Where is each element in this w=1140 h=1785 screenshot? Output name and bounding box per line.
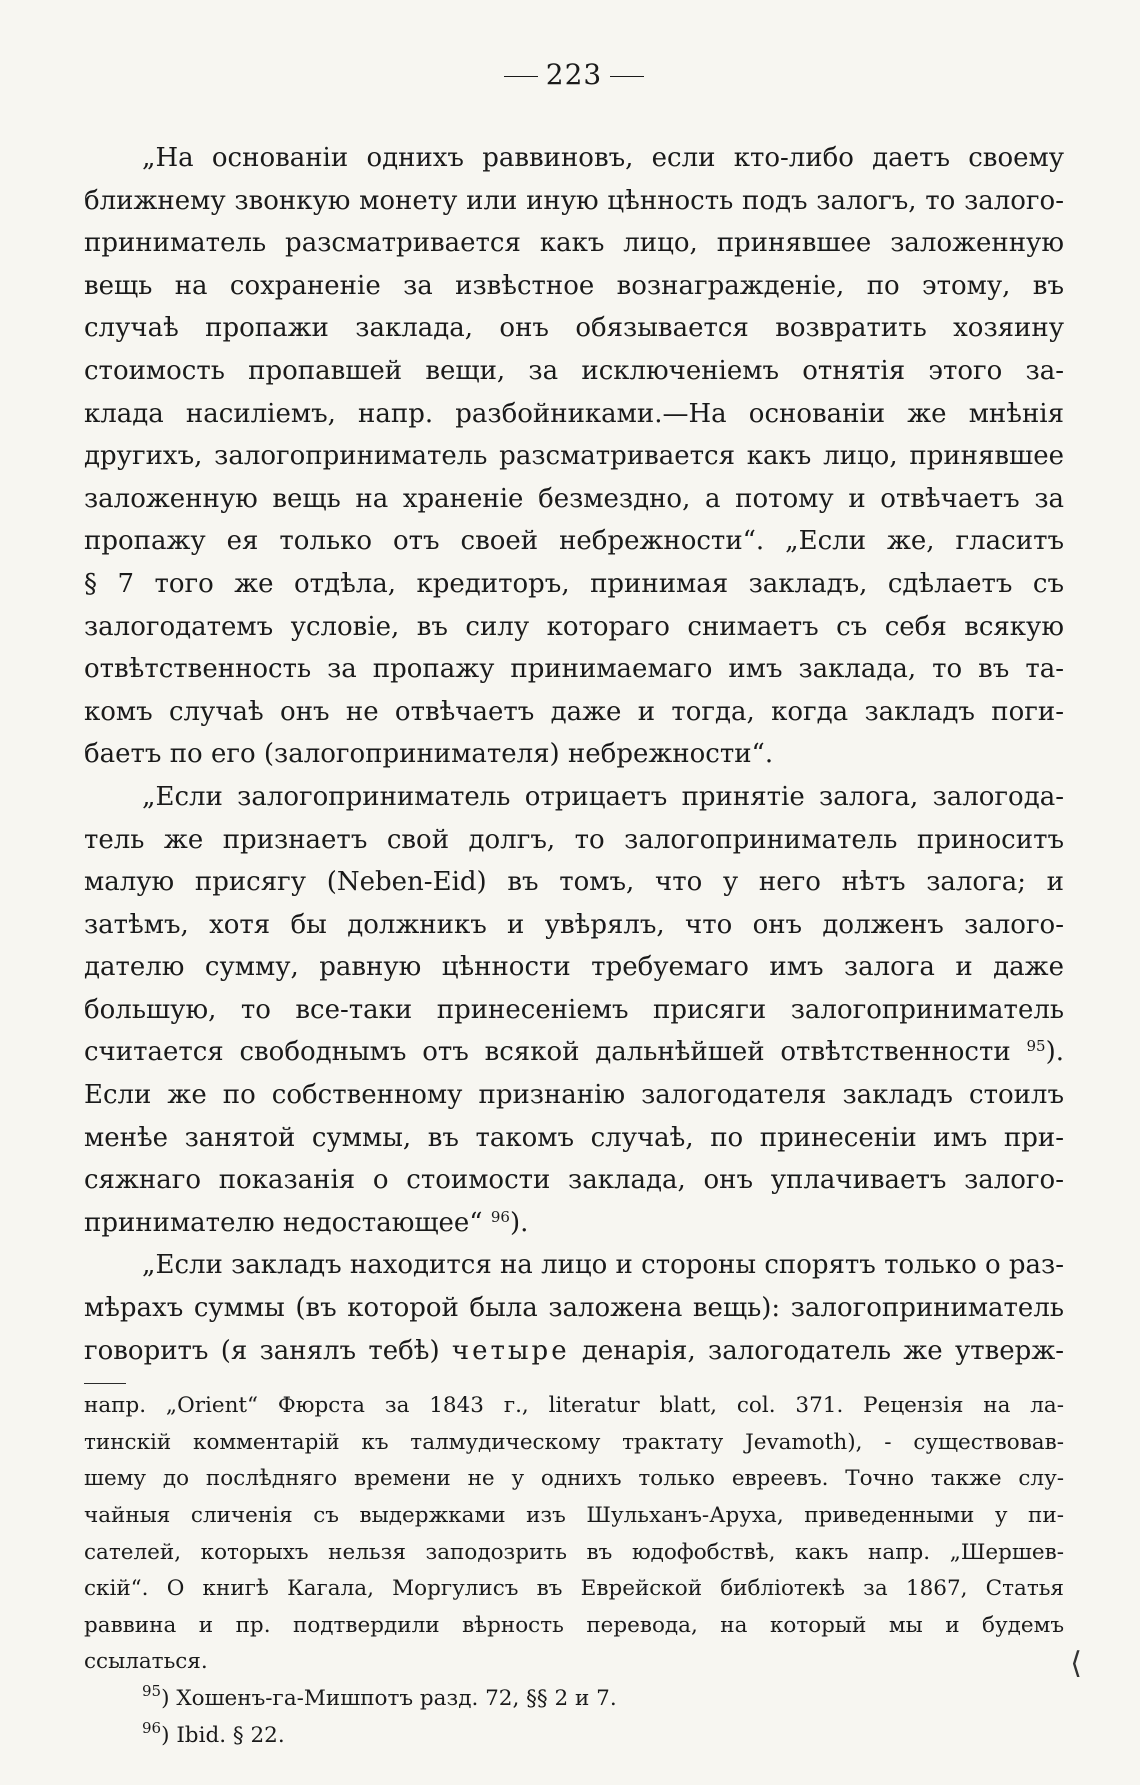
paragraph-2-line: большую, то все-таки принесеніемъ присяги залогоприниматель	[84, 994, 1064, 1025]
footnote-96	[84, 1718, 1064, 1755]
footnote-divider	[84, 1383, 126, 1384]
paragraph-1-line: клада насиліемъ, напр. разбойниками.—На основаніи же мнѣнія	[84, 398, 1064, 429]
page-number-dash-left	[504, 76, 538, 77]
paragraph-3	[84, 1244, 1064, 1372]
paragraph-2-line: малую присягу (Neben-Eid) въ томъ, что у него нѣтъ залога; и	[84, 867, 1064, 898]
paragraph-1-line: другихъ, залогоприниматель разсматривается какъ лицо, принявшее	[84, 441, 1064, 472]
paragraph-1-line: стоимость пропавшей вещи, за исключеніемъ отнятія этого за-	[84, 355, 1064, 386]
paragraph-1-line: баетъ по его (залогопринимателя) небрежности“.	[84, 739, 774, 770]
paragraph-2-line: тель же признаетъ свой долгъ, то залогоприниматель приноситъ	[84, 824, 1064, 855]
footnote-96-text: ) Ibid. § 22.	[161, 1722, 285, 1748]
page-number-value: 223	[545, 58, 603, 91]
paragraph-1-line: приниматель разсматривается какъ лицо, принявшее заложенную	[84, 228, 1064, 259]
footnote-96-number: 96	[142, 1718, 162, 1737]
paragraph-2-line: сяжнаго показанія о стоимости заклада, онъ уплачиваетъ залого-	[84, 1165, 1064, 1196]
paragraph-2-line-tail: ).	[1045, 1037, 1065, 1068]
main-text	[84, 137, 1064, 1372]
footnote-continuation-line: тинскій комментарій къ талмудическому трактату Jevamoth), - существовав-	[84, 1429, 1064, 1455]
paragraph-1-line: ближнему звонкую монету или иную цѣнность подъ залогъ, то залого-	[84, 185, 1064, 216]
footnote-continuation-line: скій“. О книгѣ Кагала, Моргулисъ въ Еврейской библіотекѣ за 1867, Статья	[84, 1576, 1064, 1602]
paragraph-1-line: вещь на сохраненіе за извѣстное вознагражденіе, по этому, въ	[84, 270, 1064, 301]
paragraph-1-line: пропажу ея только отъ своей небрежности“. „Если же, гласитъ	[84, 526, 1064, 557]
paragraph-1	[84, 137, 1064, 776]
margin-mark: ⟨	[1070, 1646, 1082, 1681]
paragraph-1-line: заложенную вещь на храненіе безмездно, а потому и отвѣчаетъ за	[84, 483, 1064, 514]
paragraph-1-line: комъ случаѣ онъ не отвѣчаетъ даже и тогда, когда закладъ поги-	[84, 696, 1064, 727]
paragraph-2-line: „Если залогоприниматель отрицаетъ принятіе залога, залогода-	[142, 781, 1064, 812]
paragraph-2-last-tail: ).	[509, 1207, 529, 1238]
paragraph-1-line: „На основаніи однихъ раввиновъ, если кто-либо даетъ своему	[142, 143, 1064, 173]
paragraph-3-line: мѣрахъ суммы (въ которой была заложена вещь): залогоприниматель	[84, 1293, 1064, 1324]
paragraph-1-line: § 7 того же отдѣла, кредиторъ, принимая закладъ, сдѣлаетъ съ	[84, 568, 1064, 599]
page-number-dash-right	[610, 76, 644, 77]
footnote-continuation-line: чайныя сличенія съ выдержками изъ Шульханъ-Аруха, приведенными у пи-	[84, 1503, 1064, 1528]
paragraph-2	[84, 776, 1064, 1245]
footnote-continuation-line: напр. „Orient“ Фюрста за 1843 г., literatur blatt, col. 371. Рецензія на ла-	[84, 1393, 1064, 1419]
paragraph-2-line: дателю сумму, равную цѣнности требуемаго имъ залога и даже	[84, 952, 1064, 983]
paragraph-1-line: случаѣ пропажи заклада, онъ обязывается возвратить хозяину	[84, 313, 1064, 344]
footnote-continuation-line: шему до послѣдняго времени не у однихъ только евреевъ. Точно также слу-	[84, 1466, 1064, 1492]
spaced-emphasis-word: четыре	[451, 1335, 570, 1366]
footnote-continuation-line: раввина и пр. подтвердили вѣрность перевода, на который мы и будемъ	[84, 1612, 1064, 1638]
footnote-95-number: 95	[142, 1681, 162, 1700]
paragraph-3-line-part: говоритъ (я занялъ тебѣ)	[84, 1335, 440, 1366]
paragraph-2-line-text: считается свободнымъ отъ всякой дальнѣйшей отвѣтственности	[84, 1037, 1011, 1068]
paragraph-3-line: „Если закладъ находится на лицо и стороны спорятъ только о раз-	[142, 1250, 1065, 1281]
paragraph-2-line-with-ref	[84, 1031, 1064, 1074]
paragraph-2-line: затѣмъ, хотя бы должникъ и увѣрялъ, что онъ долженъ залого-	[84, 909, 1064, 940]
paragraph-3-line-spaced	[84, 1330, 1064, 1373]
page-number	[84, 58, 1064, 91]
paragraph-2-line: менѣе занятой суммы, въ такомъ случаѣ, по принесеніи имъ при-	[84, 1122, 1064, 1153]
footnotes	[84, 1388, 1064, 1754]
paragraph-2-line: Если же по собственному признанію залогодателя закладъ стоилъ	[84, 1080, 1064, 1111]
footnote-ref-95: 95	[1026, 1037, 1046, 1056]
paragraph-1-line: отвѣтственность за пропажу принимаемаго имъ заклада, то въ та-	[84, 654, 1064, 685]
paragraph-2-last-text: принимателю недостающее“	[84, 1207, 483, 1238]
footnote-ref-96: 96	[490, 1207, 510, 1226]
paragraph-1-line: залогодатемъ условіе, въ силу котораго снимаетъ съ себя всякую	[84, 611, 1064, 642]
footnote-continuation-line: ссылаться.	[84, 1649, 208, 1675]
footnote-continuation-line: сателей, которыхъ нельзя заподозрить въ юдофобствѣ, какъ напр. „Шершев-	[84, 1539, 1064, 1565]
footnote-95	[84, 1681, 1064, 1718]
footnote-95-text: ) Хошенъ-га-Мишпотъ разд. 72, §§ 2 и 7.	[161, 1685, 617, 1711]
paragraph-2-last-line	[84, 1202, 1064, 1245]
paragraph-3-line-part: денарія, залогодатель же утверж-	[581, 1335, 1065, 1366]
